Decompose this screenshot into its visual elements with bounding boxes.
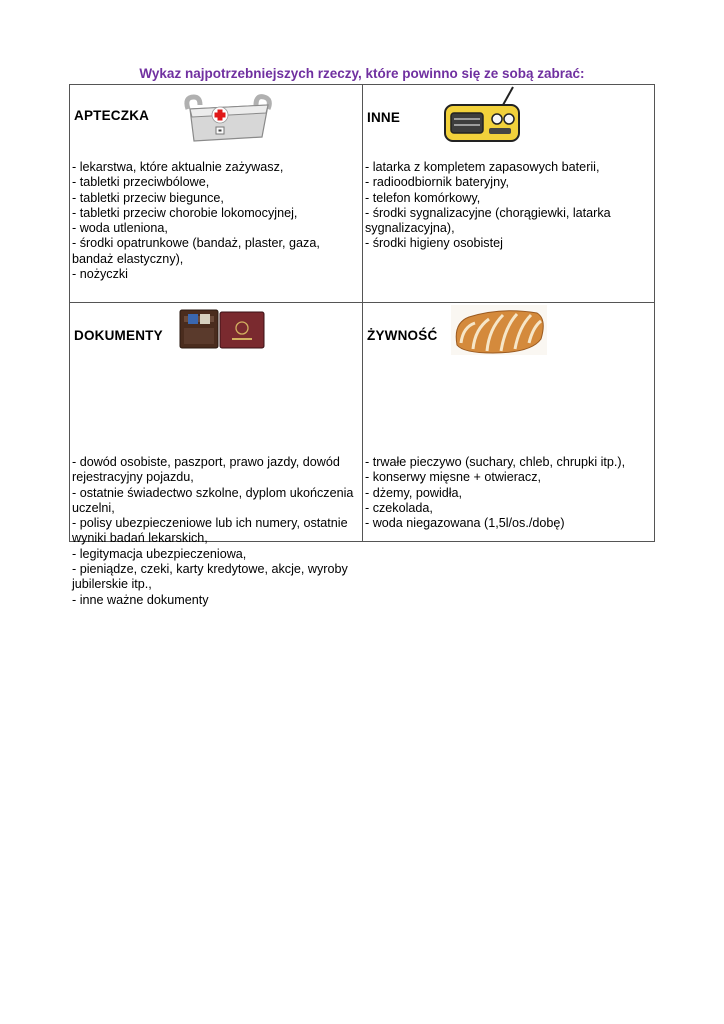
- first-aid-list: [72, 160, 360, 282]
- list-item: - nożyczki: [72, 267, 128, 282]
- radio-icon: [441, 85, 523, 143]
- list-item: - legitymacja ubezpieczeniowa,: [72, 546, 247, 561]
- list-item: - polisy ubezpieczeniowe lub ich numery, ostatnie wyniki badań lekarskich,: [72, 516, 348, 546]
- list-item: - dżemy, powidła,: [365, 485, 463, 500]
- supplies-table: [69, 84, 655, 607]
- section-heading-other: INNE: [367, 110, 401, 125]
- list-item: - lekarstwa, które aktualnie zażywasz,: [72, 160, 284, 174]
- list-item: - tabletki przeciw chorobie lokomocyjnej,: [72, 205, 298, 220]
- section-heading-first-aid: APTECZKA: [74, 108, 150, 123]
- cell-food: [363, 303, 654, 541]
- cell-documents: [70, 303, 362, 607]
- section-heading-documents: DOKUMENTY: [74, 328, 163, 343]
- list-item: - radioodbiornik bateryjny,: [365, 175, 509, 190]
- list-item: - dowód osobiste, paszport, prawo jazdy, dowód rejestracyjny pojazdu,: [72, 455, 340, 485]
- list-item: - środki higieny osobistej: [365, 236, 503, 251]
- food-list: [365, 455, 653, 531]
- list-item: - woda niegazowana (1,5l/os./dobę): [365, 516, 565, 531]
- section-heading-food: ŻYWNOŚĆ: [367, 328, 438, 343]
- list-item: - telefon komórkowy,: [365, 190, 481, 205]
- list-item: - woda utleniona,: [72, 221, 168, 236]
- list-item: - pieniądze, czeki, karty kredytowe, akcje, wyroby jubilerskie itp.,: [72, 562, 348, 592]
- cell-other: [363, 85, 654, 302]
- list-item: - trwałe pieczywo (suchary, chleb, chrupki itp.),: [365, 455, 626, 469]
- page-title: Wykaz najpotrzebniejszych rzeczy, które powinno się ze sobą zabrać:: [139, 66, 585, 81]
- cell-first-aid: [70, 85, 362, 302]
- bread-icon: [451, 305, 547, 355]
- list-item: - tabletki przeciwbólowe,: [72, 175, 210, 190]
- list-item: - tabletki przeciw biegunce,: [72, 190, 224, 205]
- wallet-passport-icon: [178, 308, 266, 350]
- list-item: - latarka z kompletem zapasowych baterii,: [365, 160, 600, 174]
- list-item: - środki sygnalizacyjne (chorągiewki, latarka sygnalizacyjna),: [365, 205, 611, 236]
- first-aid-kit-icon: [182, 91, 274, 146]
- list-item: - ostatnie świadectwo szkolne, dyplom ukończenia uczelni,: [72, 485, 354, 515]
- list-item: - środki opatrunkowe (bandaż, plaster, gaza, bandaż elastyczny),: [72, 236, 320, 266]
- list-item: - konserwy mięsne + otwieracz,: [365, 470, 542, 485]
- documents-list: [72, 455, 360, 608]
- other-list: [365, 160, 653, 252]
- list-item: - inne ważne dokumenty: [72, 592, 209, 607]
- list-item: - czekolada,: [365, 500, 433, 515]
